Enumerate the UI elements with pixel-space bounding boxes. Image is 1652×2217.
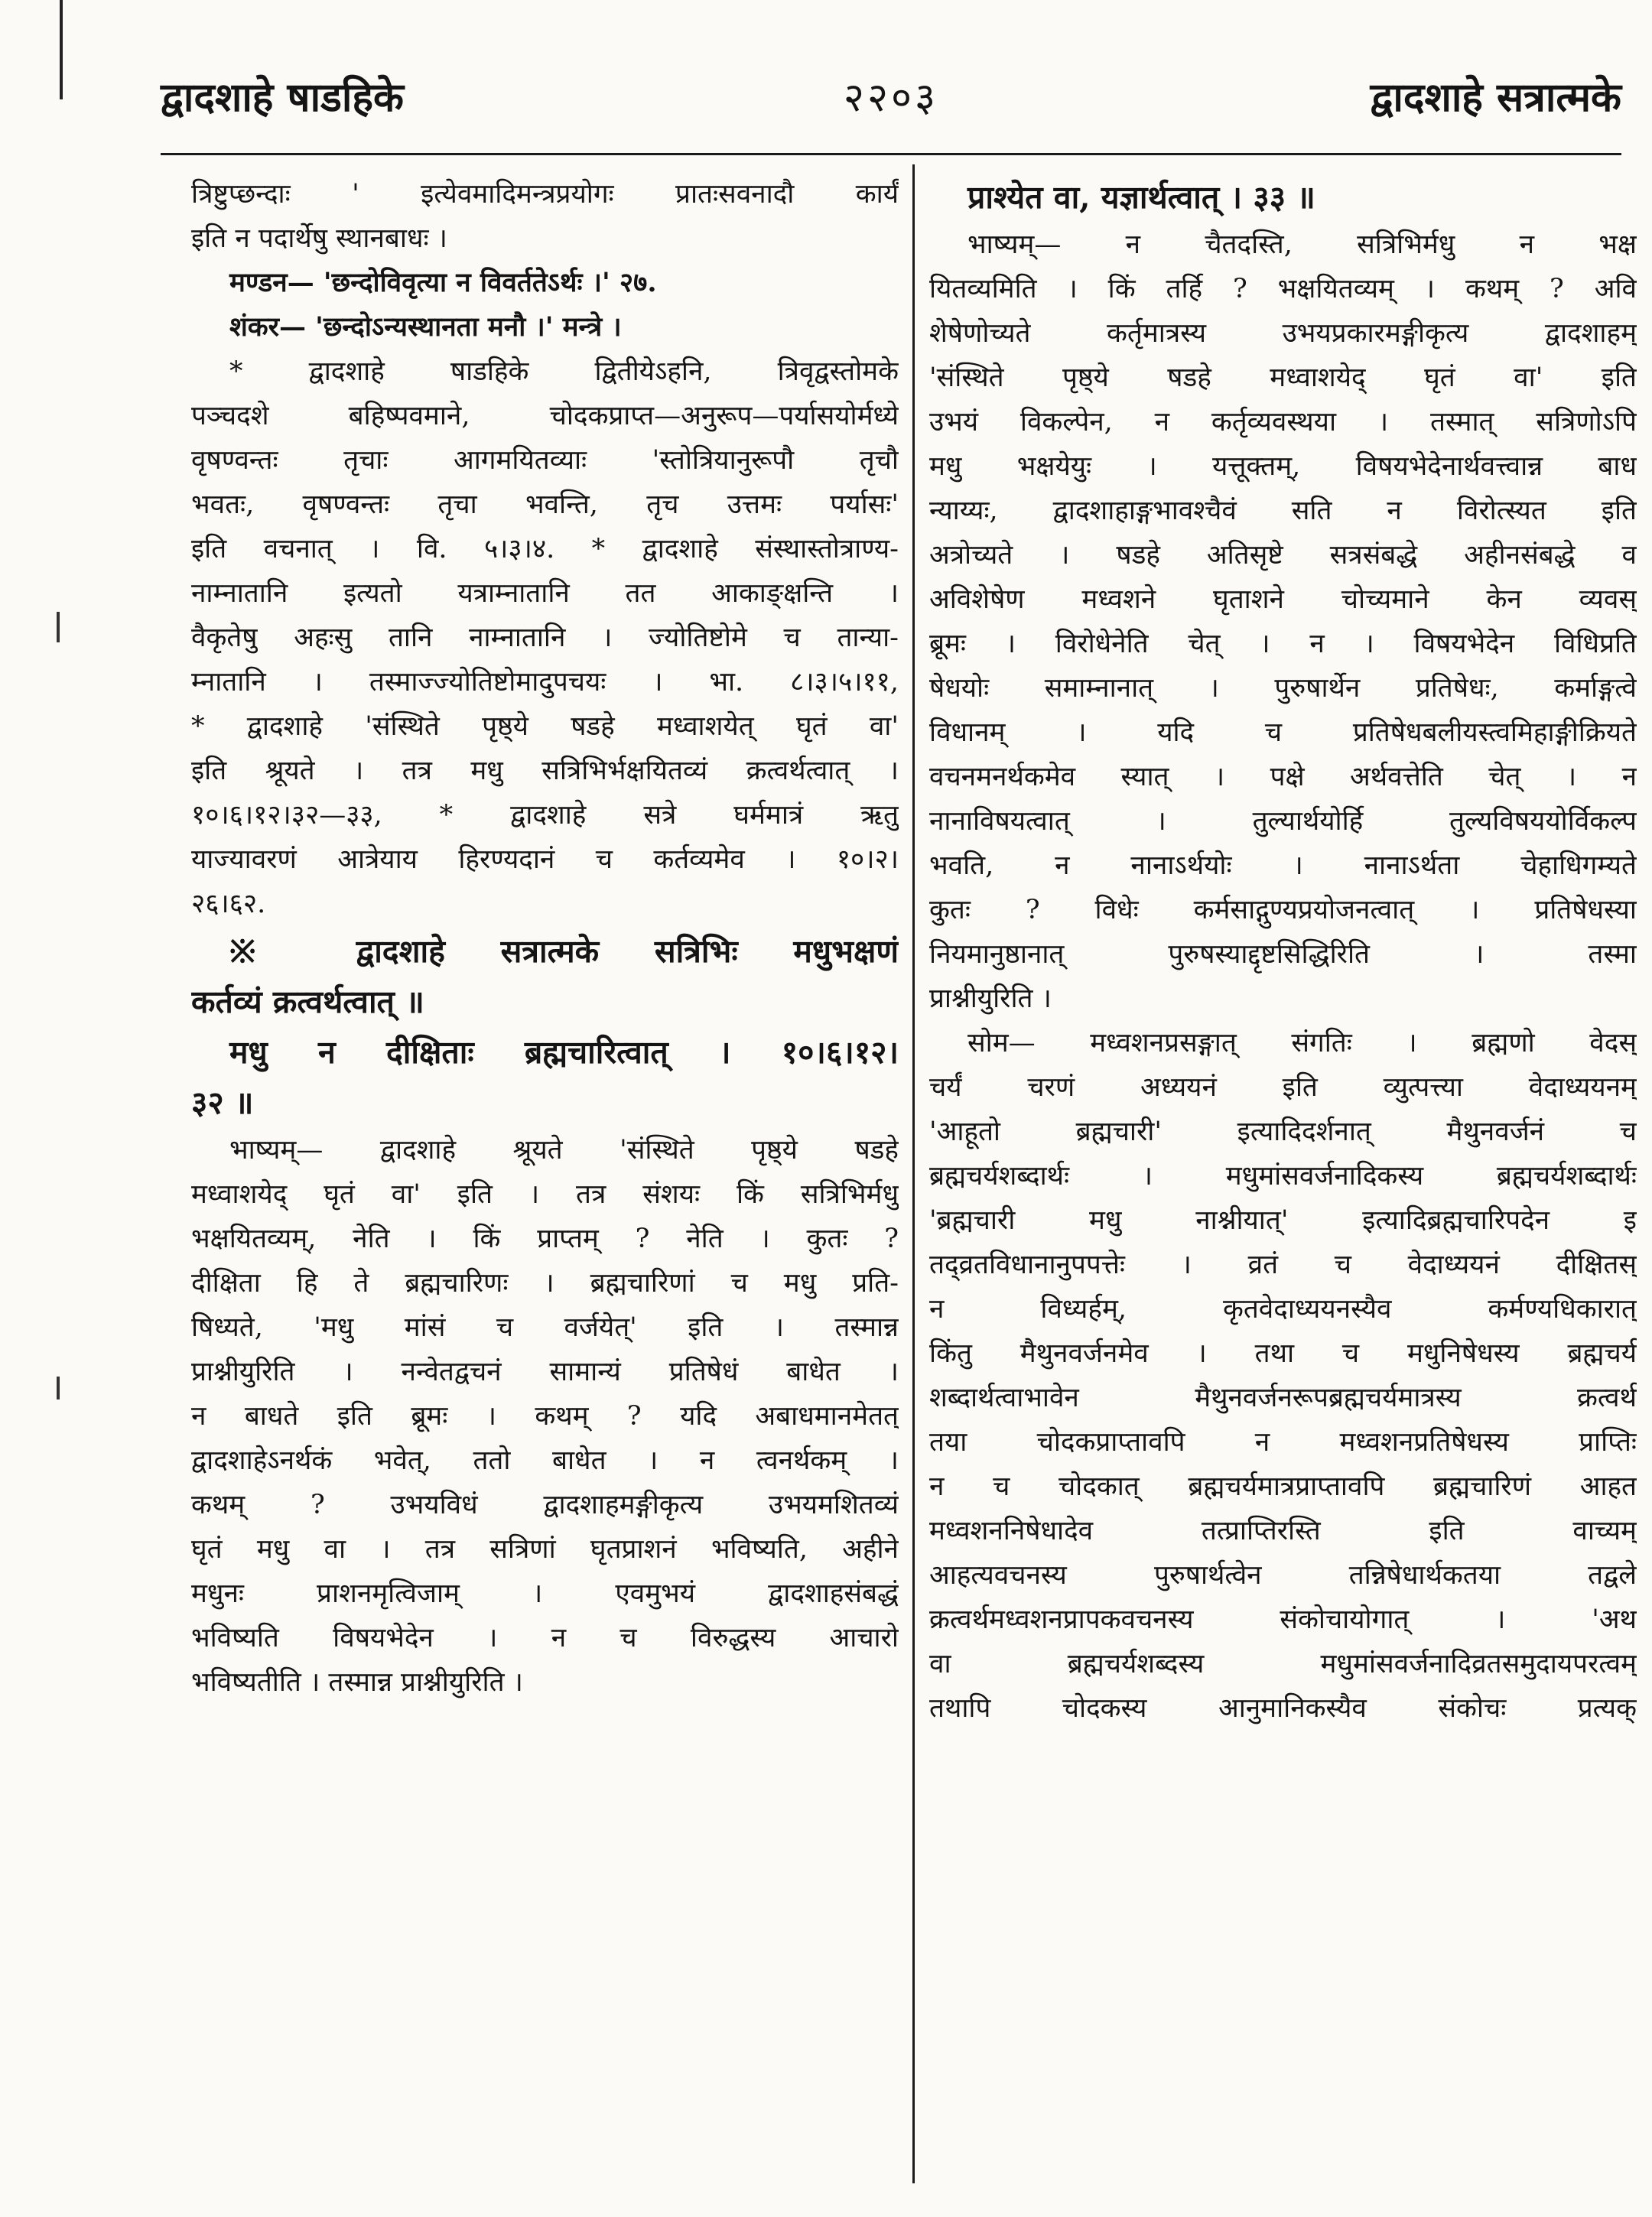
text-line: प्राश्नीयुरिति ।: [929, 983, 1052, 1014]
text-line: शेषेणोच्यते कर्तृमात्रस्य उभयप्रकारमङ्गीकृत्य द्वादशाहम्: [929, 318, 1637, 349]
text-line: भविष्यतीति । तस्मान्न प्राश्नीयुरिति ।: [191, 1667, 523, 1698]
header-right-title: द्वादशाहे सत्रात्मके: [1370, 74, 1621, 121]
page-number: २२०३: [843, 75, 939, 121]
text-line: 'ब्रह्मचारी मधु नाश्नीयात्' इत्यादिब्रह्मचारिपदेन इ: [929, 1205, 1637, 1236]
text-line: इति श्रूयते । तत्र मधु सत्रिभिर्भक्षयितव्यं क्रत्वर्थत्वात् ।: [191, 756, 899, 786]
text-line: दीक्षिता हि ते ब्रह्मचारिणः । ब्रह्मचारिणां च मधु प्रति-: [191, 1268, 899, 1299]
text-line: न बाधते इति ब्रूमः । कथम् ? यदि अबाधमानमेतत्: [191, 1401, 899, 1432]
text-line: मण्डन— 'छन्दोविवृत्या न विवर्ततेऽर्थः ।' २७.: [229, 267, 657, 298]
text-line: १०।६।१२।३२—३३, * द्वादशाहे सत्रे घर्ममात्रं ऋतु: [191, 800, 899, 831]
text-line: भवतः, वृषण्वन्तः तृचा भवन्ति, तृच उत्तमः पर्यासः': [191, 489, 899, 520]
text-line: न विध्यर्हम्, कृतवेदाध्ययनस्यैव कर्मण्यधिकारात्: [929, 1294, 1637, 1325]
text-line: द्वादशाहेऽनर्थकं भवेत्, ततो बाधेत । न त्वनर्थकम् ।: [191, 1445, 899, 1476]
text-line: मध्वशननिषेधादेव तत्प्राप्तिरस्ति इति वाच्यम्: [929, 1516, 1637, 1546]
text-line: 'आहूतो ब्रह्मचारी' इत्यादिदर्शनात् मैथुनवर्जनं च: [929, 1117, 1637, 1147]
text-line: यितव्यमिति । किं तर्हि ? भक्षयितव्यम् । कथम् ? अवि: [929, 274, 1637, 304]
text-line: वैकृतेषु अहःसु तानि नाम्नातानि । ज्योतिष्टोमे च तान्या-: [191, 623, 899, 653]
text-line: कथम् ? उभयविधं द्वादशाहमङ्गीकृत्य उभयमशितव्यं: [191, 1490, 899, 1520]
text-line: क्रत्वर्थमध्वशनप्रापकवचनस्य संकोचायोगात् । 'अथ: [929, 1604, 1637, 1635]
text-line: पञ्चदशे बहिष्पवमाने, चोदकप्राप्त—अनुरूप—पर्यासयोर्मध्ये: [191, 401, 899, 431]
text-line: म्नातानि । तस्माज्ज्योतिष्टोमादुपचयः । भा. ८।३।५।११,: [191, 667, 899, 697]
text-line: नियमानुष्ठानात् पुरुषस्याद्दृष्टसिद्धिरिति । तस्मा: [929, 939, 1637, 970]
text-line: उभयं विकल्पेन, न कर्तृव्यवस्थया । तस्मात् सत्रिणोऽपि: [929, 407, 1637, 437]
text-line: शंकर— 'छन्दोऽन्यस्थानता मनौ ।' मन्त्रे ।: [229, 311, 622, 343]
text-line: अत्रोच्यते । षडहे अतिसृष्टे सत्रसंबद्धे अहीनसंबद्धे व: [929, 540, 1637, 571]
header-rule: [161, 153, 1621, 155]
text-line: २६।६२.: [191, 889, 266, 919]
text-line: प्राश्नीयुरिति । नन्वेतद्वचनं सामान्यं प्रतिषेधं बाधेत ।: [191, 1357, 899, 1387]
right-column: [929, 172, 1637, 2186]
sutra-text: ३२ ॥: [191, 1084, 254, 1121]
text-line: * द्वादशाहे षाडहिके द्वितीयेऽहनि, त्रिवृद्वस्तोमके: [229, 356, 899, 387]
text-line: त्रिष्टुप्छन्दाः ' इत्येवमादिमन्त्रप्रयोगः प्रातःसवनादौ कार्यं: [191, 179, 899, 210]
left-column: [191, 172, 899, 2186]
text-line: न च चोदकात् ब्रह्मचर्यमात्रप्राप्तावपि ब्रह्मचारिणं आहत: [929, 1471, 1637, 1502]
header-left-title: द्वादशाहे षाडहिके: [161, 74, 404, 121]
text-line: ब्रूमः । विरोधेनेति चेत् । न । विषयभेदेन विधिप्रति: [929, 629, 1637, 659]
text-line: चर्यं चरणं अध्ययनं इति व्युत्पत्त्या वेदाध्ययनम्: [929, 1072, 1637, 1103]
text-line: भवति, न नानाऽर्थयोः । नानाऽर्थता चेहाधिगम्यते: [929, 850, 1637, 881]
text-line: वृषण्वन्तः तृचाः आगमयितव्याः 'स्तोत्रियानुरूपौ तृचौ: [191, 445, 899, 476]
text-line: भाष्यम्— द्वादशाहे श्रूयते 'संस्थिते पृष्ठ्ये षडहे: [229, 1135, 899, 1165]
text-line: कुतः ? विधेः कर्मसाद्गुण्यप्रयोजनत्वात् । प्रतिषेधस्या: [929, 895, 1637, 925]
text-line: मधुनः प्राशनमृत्विजाम् । एवमुभयं द्वादशाहसंबद्धं: [191, 1578, 899, 1609]
sutra-text: प्राश्येत वा, यज्ञार्थत्वात् । ३३ ॥: [967, 179, 1315, 216]
text-line: नाम्नातानि इत्यतो यत्राम्नातानि तत आकाङ्क्षन्ति ।: [191, 578, 899, 609]
text-line: भविष्यति विषयभेदेन । न च विरुद्धस्य आचारो: [191, 1623, 899, 1653]
margin-mark: [57, 612, 60, 642]
text-line: भक्षयितव्यम्, नेति । किं प्राप्तम् ? नेति । कुतः ?: [191, 1224, 899, 1254]
section-heading: कर्तव्यं क्रत्वर्थत्वात् ॥: [191, 983, 424, 1020]
left-margin-rule: [60, 0, 63, 99]
text-line: भाष्यम्— न चैतदस्ति, सत्रिभिर्मधु न भक्ष: [967, 229, 1637, 260]
text-line: किंतु मैथुनवर्जनमेव । तथा च मधुनिषेधस्य ब्रह्मचर्य: [929, 1338, 1637, 1369]
column-divider: [912, 164, 915, 2183]
text-line: मधु भक्षयेयुः । यत्तूक्तम्, विषयभेदेनार्थवत्त्वान्न बाध: [929, 451, 1637, 482]
text-line: षेधयोः समाम्नानात् । पुरुषार्थेन प्रतिषेधः, कर्माङ्गत्वे: [929, 673, 1637, 704]
text-line: घृतं मधु वा । तत्र सत्रिणां घृतप्राशनं भविष्यति, अहीने: [191, 1534, 899, 1565]
section-heading: ※ द्वादशाहे सत्रात्मके सत्रिभिः मधुभक्षणं: [229, 933, 899, 970]
text-line: विधानम् । यदि च प्रतिषेधबलीयस्त्वमिहाङ्गीक्रियते: [929, 717, 1637, 748]
text-line: वा ब्रह्मचर्यशब्दस्य मधुमांसवर्जनादिव्रतसमुदायपरत्वम्: [929, 1649, 1637, 1679]
text-line: षिध्यते, 'मधु मांसं च वर्जयेत्' इति । तस्मान्न: [191, 1312, 899, 1343]
text-line: ब्रह्मचर्यशब्दार्थः । मधुमांसवर्जनादिकस्य ब्रह्मचर्यशब्दार्थः: [929, 1161, 1637, 1191]
text-line: अविशेषेण मध्वशने घृताशने चोच्यमाने केन व्यवस्: [929, 584, 1637, 615]
text-line: तथापि चोदकस्य आनुमानिकस्यैव संकोचः प्रत्यक्: [929, 1693, 1637, 1724]
text-line: इति न पदार्थेषु स्थानबाधः ।: [191, 223, 447, 254]
text-line: आहत्यवचनस्य पुरुषार्थत्वेन तन्निषेधार्थकतया तद्वले: [929, 1560, 1637, 1591]
margin-mark: [57, 1377, 60, 1399]
running-header: [161, 69, 1621, 138]
text-line: नानाविषयत्वात् । तुल्यार्थयोर्हि तुल्यविषययोर्विकल्प: [929, 806, 1637, 837]
text-line: * द्वादशाहे 'संस्थिते पृष्ठ्ये षडहे मध्वाशयेत् घृतं वा': [191, 711, 899, 742]
sutra-text: मधु न दीक्षिताः ब्रह्मचारित्वात् । १०।६।१२।: [229, 1034, 899, 1071]
text-line: न्याय्यः, द्वादशाहाङ्गभावश्चैवं सति न विरोत्स्यत इति: [929, 496, 1637, 526]
text-line: इति वचनात् । वि. ५।३।४. * द्वादशाहे संस्थास्तोत्राण्य-: [191, 534, 899, 564]
text-line: सोम— मध्वशनप्रसङ्गात् संगतिः । ब्रह्मणो वेदस्: [967, 1028, 1637, 1058]
text-line: याज्यावरणं आत्रेयाय हिरण्यदानं च कर्तव्यमेव । १०।२।: [191, 844, 899, 875]
text-line: तया चोदकप्राप्तावपि न मध्वशनप्रतिषेधस्य प्राप्तिः: [929, 1427, 1637, 1458]
text-line: शब्दार्थत्वाभावेन मैथुनवर्जनरूपब्रह्मचर्यमात्रस्य क्रत्वर्थ: [929, 1383, 1637, 1413]
text-line: वचनमनर्थकमेव स्यात् । पक्षे अर्थवत्तेति चेत् । न: [929, 762, 1637, 792]
text-line: 'संस्थिते पृष्ठ्ये षडहे मध्वाशयेद् घृतं वा' इति: [929, 362, 1637, 393]
text-line: तद्व्रतविधानानुपपत्तेः । व्रतं च वेदाध्ययनं दीक्षितस्: [929, 1250, 1637, 1280]
text-line: मध्वाशयेद् घृतं वा' इति । तत्र संशयः किं सत्रिभिर्मधु: [191, 1179, 899, 1210]
